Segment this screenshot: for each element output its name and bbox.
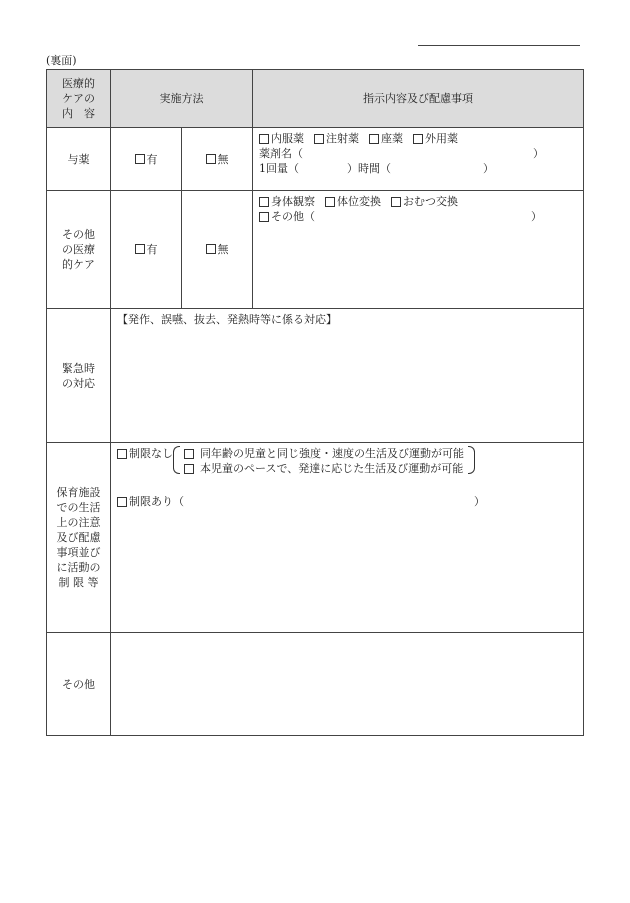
time-close: ） (483, 162, 494, 175)
type-position-change: 体位変換 (337, 195, 381, 208)
option-own-pace[interactable] (184, 461, 464, 476)
other-care-other-close: ） (531, 210, 542, 223)
emergency-response-field[interactable] (111, 309, 584, 443)
restrictions-label-line2: での生活 (56, 501, 101, 514)
with-restriction-label: 制限あり（ (129, 495, 184, 508)
other-care-label-line2: の医療 (62, 243, 95, 256)
medical-care-form (46, 69, 584, 736)
emergency-label-line1: 緊急時 (62, 361, 95, 375)
other-care-label (47, 191, 111, 309)
checkbox-icon[interactable] (206, 154, 216, 164)
header-care-content (47, 70, 111, 128)
option-same-age[interactable] (184, 446, 464, 461)
other-care-row (47, 191, 584, 309)
medication-types (259, 131, 577, 146)
other-care-no-option[interactable] (182, 191, 253, 309)
dose-time-line[interactable] (259, 161, 577, 176)
emergency-heading: 【発作、誤嚥、抜去、発熱時等に係る対応】 (117, 313, 337, 326)
checkbox-icon[interactable] (259, 134, 269, 144)
type-diaper-change: おむつ交換 (403, 195, 458, 208)
other-care-no-label: 無 (217, 243, 229, 256)
header-care-line3: 内 容 (62, 107, 95, 120)
checkbox-icon[interactable] (325, 197, 335, 207)
type-injection: 注射薬 (326, 132, 359, 145)
checkbox-icon[interactable] (117, 497, 127, 507)
checkbox-icon[interactable] (184, 464, 194, 474)
medication-details (253, 128, 584, 191)
other-care-label-line3: 的ケア (62, 258, 95, 271)
restrictions-label-line4: 及び配慮 (56, 531, 101, 544)
misc-row (47, 633, 584, 736)
page-label: (裏面) (46, 54, 77, 67)
restrictions-label-line3: 上の注意 (56, 516, 101, 529)
option-own-pace-label: 本児童のペースで、発達に応じた生活及び運動が可能 (200, 462, 464, 475)
medication-yes-label: 有 (146, 152, 158, 166)
medication-no-option[interactable] (182, 128, 253, 191)
type-oral: 内服薬 (271, 132, 304, 145)
medication-yes-option[interactable] (111, 128, 182, 191)
type-observation: 身体観察 (271, 195, 315, 208)
header-row (47, 70, 584, 128)
header-care-line1: 医療的 (62, 77, 95, 90)
other-care-details (253, 191, 584, 309)
drug-name-close: ） (533, 147, 544, 160)
checkbox-icon[interactable] (391, 197, 401, 207)
no-restriction-label: 制限なし (129, 447, 173, 460)
other-care-types (259, 194, 577, 209)
checkbox-icon[interactable] (413, 134, 423, 144)
other-care-other-line[interactable] (259, 209, 577, 224)
checkbox-icon[interactable] (135, 244, 145, 254)
header-method: 実施方法 (111, 70, 253, 128)
drug-name-line[interactable] (259, 146, 577, 161)
other-care-yes-option[interactable] (111, 191, 182, 309)
with-restriction-line[interactable] (117, 494, 577, 509)
restrictions-label-line6: に活動の (56, 561, 101, 574)
other-care-yes-label: 有 (146, 243, 158, 256)
option-same-age-label: 同年齢の児童と同じ強度・速度の生活及び運動が可能 (200, 447, 464, 460)
misc-field[interactable] (111, 633, 584, 736)
checkbox-icon[interactable] (259, 197, 269, 207)
no-restriction-group (117, 446, 577, 476)
other-care-label-line1: その他 (62, 228, 95, 241)
checkbox-icon[interactable] (135, 154, 145, 164)
no-restriction-options (184, 446, 464, 476)
restrictions-details (111, 443, 584, 633)
with-restriction-close: ） (474, 495, 485, 508)
other-care-other-label: その他（ (271, 210, 315, 223)
restrictions-row (47, 443, 584, 633)
type-external: 外用薬 (425, 132, 458, 145)
header-instructions: 指示内容及び配慮事項 (253, 70, 584, 128)
checkbox-icon[interactable] (117, 449, 127, 459)
right-brace-icon (468, 446, 475, 474)
restrictions-label-line5: 事項並び (56, 546, 101, 559)
checkbox-icon[interactable] (314, 134, 324, 144)
medication-row (47, 128, 584, 191)
drug-name-label: 薬剤名（ (259, 147, 303, 160)
restrictions-label (47, 443, 111, 633)
medication-no-label: 無 (217, 152, 229, 166)
restrictions-label-line1: 保育施設 (56, 486, 101, 499)
signature-line (418, 45, 580, 46)
type-suppository: 座薬 (381, 132, 403, 145)
time-label: ）時間（ (347, 162, 391, 175)
checkbox-icon[interactable] (184, 449, 194, 459)
emergency-label-line2: の対応 (62, 376, 95, 390)
header-care-line2: ケアの (62, 92, 95, 105)
left-brace-icon (173, 446, 180, 474)
checkbox-icon[interactable] (259, 212, 269, 222)
emergency-row (47, 309, 584, 443)
misc-label: その他 (47, 633, 111, 736)
restrictions-label-line7: 制 限 等 (58, 576, 99, 589)
medication-label: 与薬 (47, 128, 111, 191)
checkbox-icon[interactable] (206, 244, 216, 254)
checkbox-icon[interactable] (369, 134, 379, 144)
emergency-label (47, 309, 111, 443)
dose-label: 1回量（ (259, 162, 299, 175)
